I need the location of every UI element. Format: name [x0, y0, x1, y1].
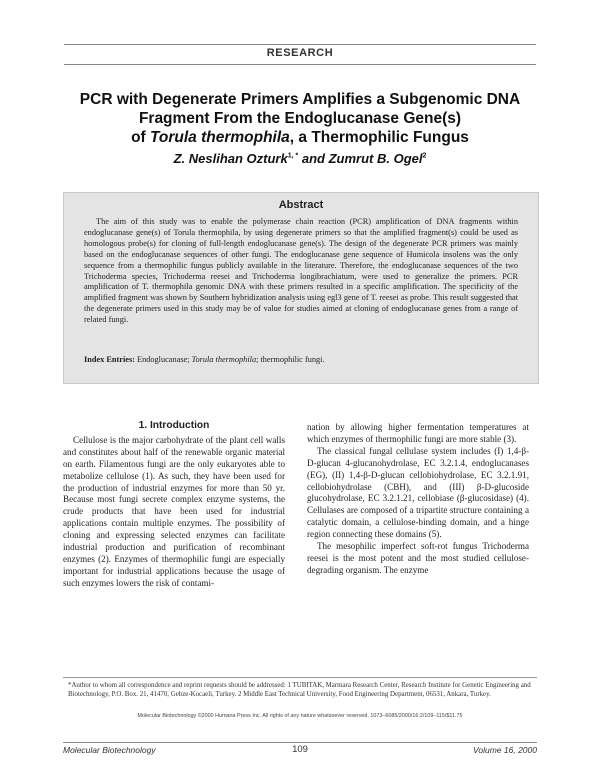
correspondence-footnote: *Author to whom all correspondence and reprint requests should be addressed: 1 TUBITAK, Marmara Research Center, Research Institute for Genetic Engineering and Biotechnology, P.O. Box. 21, 41470, Gebze-Kocaeli, Turkey. 2 Middle East Technical University, Food Engineering Department, 06531, Ankara, Turkey.: [68, 682, 531, 699]
abstract-box: [63, 192, 539, 384]
article-title: [60, 90, 540, 147]
title-line-3-post: , a Thermophilic Fungus: [289, 129, 469, 146]
title-line-1: PCR with Degenerate Primers Amplifies a Subgenomic DNA: [79, 91, 521, 108]
author-list: [60, 151, 540, 166]
intro-paragraph-3: The mesophilic imperfect soft-rot fungus Trichoderma reesei is the most potent and the most studied cellulose-degrading organism. The enzyme: [307, 541, 529, 575]
left-column: [63, 420, 285, 590]
title-line-3: [60, 128, 540, 147]
author-1-affiliation: 1, *: [287, 152, 299, 160]
header-bottom-rule: [64, 64, 536, 65]
footer-volume: Volume 16, 2000: [473, 745, 537, 755]
footer-rule: [63, 742, 537, 743]
index-entries-label: Index Entries:: [84, 355, 135, 364]
intro-paragraph-2: The classical fungal cellulase system includes (I) 1,4-β-D-glucan 4-glucanohydrolase, EC 3.2.1.4, endoglucanases (EG), (II) 1,4-β-D-glucan cellobiohydrolase, EC 3.2.1.91, cellobiohydrolase (CBH), and (III) β-D-glucoside glucohydrolase, EC 3.2.1.21, cellobiase (β-glucosidase) (4). Cellulases are composed of a tripartite structure containing a catalytic domain, a cellulose-binding domain, and a hinge region connecting these domains (5).: [307, 445, 529, 540]
right-column: [307, 422, 529, 577]
footer-journal-name: Molecular Biotechnology: [63, 745, 156, 755]
abstract-text: The aim of this study was to enable the polymerase chain reaction (PCR) amplification of DNA fragments within endoglucanase gene(s) of Torula thermophila, by using degenerate primers so that the amplified fragment(s) could be used as homologous probe(s) for cloning of full-length endoglucanase gene(s). The design of the degenerate PCR primers was mainly based on the endoglucanase sequences of other fungi. The endoglucanase gene sequence of Humicola insolens was the only sequence from a thermophilic fungus publicly available in the literature. Therefore, the endoglucanase sequences of the two Trichoderma species, Trichoderma reesei and Trichoderma longibrachiatum, were used to generalize the primers. PCR amplification of T. thermophila genomic DNA with these primers resulted in a specific amplification. The specificity of the amplified fragment was shown by Southern hybridization analysis using egl3 gene of T. reesei as probe. This result suggested that the degenerate primers used in this study may be of value for studies aimed at cloning of endoglucanase genes from a range of related fungi.: [84, 217, 518, 325]
index-entries-organism: Torula thermophila: [191, 355, 257, 364]
abstract-heading: Abstract: [278, 199, 324, 211]
index-entries-post: ; thermophilic fungi.: [256, 355, 325, 364]
intro-paragraph-1: Cellulose is the major carbohydrate of the plant cell walls and constitutes about half of the renewable organic material on earth. Filamentous fungi are the only eukaryotes able to metabolize cellulose (1). As such, they have been used for the production of industrial enzymes for more than 50 yr. Because most fungi secrete complex enzyme systems, the crude products that have been used for industrial applications contain multiple enzymes. The possibility of cloning and expressing selected enzymes can facilitate industrial production and purification of recombinant enzymes (2). Enzymes of thermophilic fungi are especially important for industrial applications because the usage of such enzymes lowers the risk of contami-: [63, 434, 285, 588]
author-2: Zumrut B. Ogel: [328, 151, 423, 166]
page-number: 109: [292, 744, 308, 755]
intro-paragraph-1-continued: nation by allowing higher fermentation temperatures at which enzymes of thermophilic fungi are more stable (3).: [307, 422, 529, 444]
header-top-rule: [64, 44, 536, 45]
section-label: RESEARCH: [266, 47, 334, 59]
footnote-rule: [63, 677, 537, 678]
introduction-heading: 1. Introduction: [138, 420, 210, 431]
title-organism: Torula thermophila: [150, 129, 290, 146]
title-line-3-pre: of: [131, 129, 150, 146]
author-joiner: and: [298, 151, 329, 166]
author-1: Z. Neslihan Ozturk: [173, 151, 288, 166]
index-entries: [84, 355, 518, 364]
copyright-line: Molecular Biotechnology ©2000 Humana Press Inc. All rights of any nature whatsoever reserved. 1073–6085/2000/16:2/109–115/$11.75: [137, 713, 463, 719]
author-2-affiliation: 2: [422, 152, 427, 160]
index-entries-pre: Endoglucanase;: [134, 355, 192, 364]
title-line-2: Fragment From the Endoglucanase Gene(s): [138, 110, 462, 127]
